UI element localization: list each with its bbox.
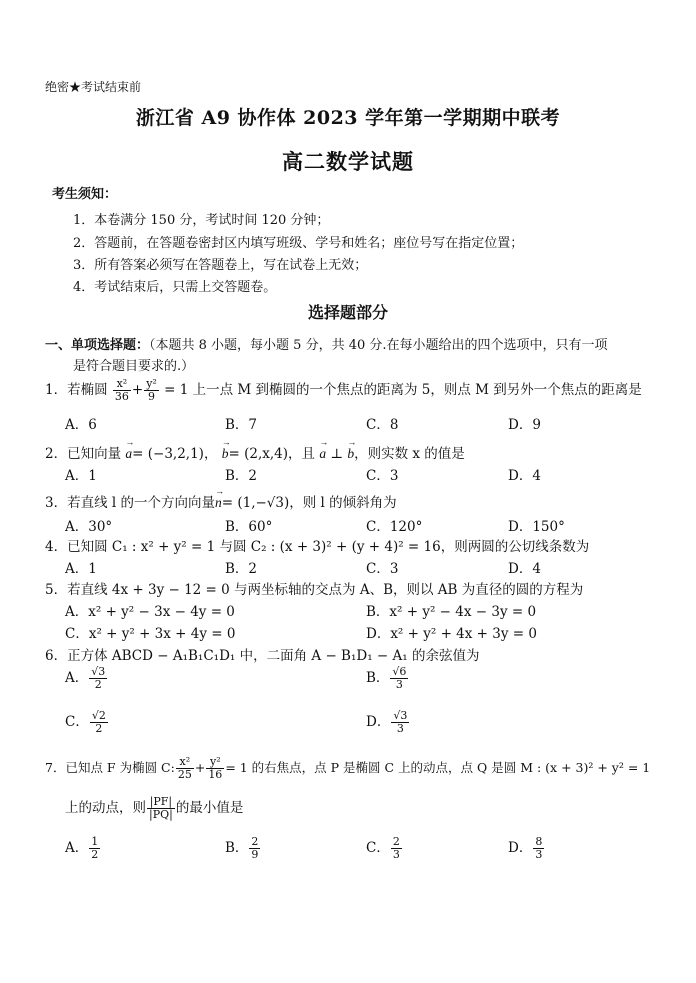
- fraction: [206, 756, 224, 781]
- vector-a: → a: [125, 446, 132, 462]
- question-text: = (2,x,4)，且: [228, 446, 316, 462]
- notice-item: 1．本卷满分 150 分，考试时间 120 分钟；: [73, 213, 330, 228]
- denominator: 2: [94, 678, 102, 691]
- vector-b: → b: [347, 446, 354, 462]
- option-c: [366, 836, 403, 861]
- question-text: 上的动点，则: [65, 800, 146, 816]
- notice-item: 2．答题前，在答题卷密封区内填写班级、学号和姓名；座位号写在指定位置；: [73, 236, 524, 251]
- option-label: A．: [65, 670, 89, 686]
- option-d: D．4: [508, 468, 541, 484]
- option-b: B．2: [225, 561, 258, 577]
- option-a: [65, 836, 101, 861]
- notice-heading: 考生须知：: [52, 187, 118, 202]
- question-7: [45, 756, 650, 781]
- option-a: A．6: [65, 417, 97, 433]
- option-d: D．150°: [508, 519, 565, 535]
- operator: ⊥: [326, 446, 348, 462]
- denominator: 3: [392, 848, 400, 861]
- exam-subtitle: 高二数学试题: [282, 149, 414, 174]
- denominator: 2: [95, 722, 103, 735]
- denominator: 9: [251, 848, 259, 861]
- fraction: [533, 836, 544, 861]
- denominator: 9: [148, 390, 156, 403]
- question-1: [45, 378, 642, 403]
- option-label: A．: [65, 840, 89, 856]
- numerator: 8: [535, 835, 543, 848]
- question-text: ，则实数 x 的值是: [354, 446, 465, 462]
- question-6: 6．正方体 ABCD − A₁B₁C₁D₁ 中，二面角 A − B₁D₁ − A₁ 的余弦值为: [45, 648, 480, 664]
- option-c: C．3: [366, 561, 399, 577]
- question-2: [45, 442, 465, 462]
- option-d: D．4: [508, 561, 541, 577]
- notice-item: 4．考试结束后，只需上交答题卷。: [73, 280, 277, 295]
- fraction: [113, 378, 131, 403]
- numerator: x²: [113, 378, 131, 391]
- fraction: [90, 710, 108, 735]
- question-4: 4．已知圆 C₁ : x² + y² = 1 与圆 C₂ : (x + 3)² + (y + 4)² = 16，则两圆的公切线条数为: [45, 539, 590, 555]
- confidential-label: 绝密★考试结束前: [45, 80, 142, 94]
- numerator: √3: [91, 665, 106, 678]
- fraction: [249, 836, 260, 861]
- part-instructions: [45, 334, 608, 353]
- vector-b: → b: [222, 446, 229, 462]
- denominator: |PQ|: [149, 808, 173, 821]
- option-a: [65, 666, 108, 691]
- question-text: = (−3,2,1)，: [132, 446, 218, 462]
- fraction: [391, 836, 402, 861]
- option-b: B．2: [225, 468, 258, 484]
- denominator: 3: [396, 722, 404, 735]
- operator: +: [194, 760, 206, 775]
- numerator: |PF|: [147, 796, 175, 809]
- option-a: A．x² + y² − 3x − 4y = 0: [65, 604, 235, 620]
- option-b: B．60°: [225, 519, 273, 535]
- numerator: 2: [251, 835, 259, 848]
- fraction: [147, 796, 175, 821]
- option-a: A．1: [65, 561, 97, 577]
- fraction: [89, 836, 100, 861]
- question-text: 1．若椭圆: [45, 382, 108, 398]
- question-text: 2．已知向量: [45, 446, 122, 462]
- option-d: D．9: [508, 417, 541, 433]
- option-c: [65, 710, 109, 735]
- denominator: 2: [91, 848, 99, 861]
- option-d: [508, 836, 545, 861]
- question-text: = (1,−√3)，则 l 的倾斜角为: [221, 495, 397, 511]
- vector-n: → n: [215, 495, 222, 511]
- option-c: C．x² + y² + 3x + 4y = 0: [65, 626, 236, 642]
- question-text: 的最小值是: [175, 800, 244, 816]
- option-d: D．x² + y² + 4x + 3y = 0: [366, 626, 537, 642]
- numerator: 1: [91, 835, 99, 848]
- part-description: （本题共 8 小题，每小题 5 分，共 40 分.在每小题给出的四个选项中，只有一项: [149, 338, 608, 353]
- numerator: √3: [393, 709, 408, 722]
- fraction: [390, 666, 408, 691]
- denominator: 3: [395, 678, 403, 691]
- question-text: = 1 上一点 M 到椭圆的一个焦点的距离为 5，则点 M 到另外一个焦点的距离是: [164, 382, 642, 398]
- denominator: 16: [208, 768, 223, 781]
- option-label: D．: [366, 714, 391, 730]
- option-c: C．8: [366, 417, 399, 433]
- option-a: A．1: [65, 468, 97, 484]
- operator: +: [131, 382, 144, 398]
- part-description-cont: 是符合题目要求的.）: [73, 359, 195, 374]
- exam-title: 浙江省 A9 协作体 2023 学年第一学期期中联考: [135, 107, 561, 129]
- question-text: 7．已知点 F 为椭圆 C:: [45, 760, 175, 775]
- notice-item: 3．所有答案必须写在答题卷上，写在试卷上无效；: [73, 258, 368, 273]
- option-c: C．3: [366, 468, 399, 484]
- option-a: A．30°: [65, 519, 113, 535]
- option-label: C．: [65, 714, 89, 730]
- numerator: x²: [176, 756, 194, 769]
- fraction: [89, 666, 107, 691]
- fraction: [176, 756, 194, 781]
- fraction: [391, 710, 409, 735]
- option-d: [366, 710, 410, 735]
- section-title: 选择题部分: [307, 303, 388, 322]
- option-b: [366, 666, 409, 691]
- option-b: [225, 836, 261, 861]
- numerator: y²: [206, 756, 224, 769]
- vector-a: → a: [319, 446, 326, 462]
- denominator: 3: [535, 848, 543, 861]
- numerator: y²: [146, 377, 157, 390]
- question-3: [45, 491, 397, 511]
- question-7-line2: [65, 796, 243, 821]
- option-label: B．: [366, 670, 390, 686]
- numerator: 2: [392, 835, 400, 848]
- denominator: 36: [114, 390, 129, 403]
- option-b: B．x² + y² − 4x − 3y = 0: [366, 604, 537, 620]
- option-label: D．: [508, 840, 533, 856]
- option-label: C．: [366, 840, 390, 856]
- numerator: √2: [91, 709, 106, 722]
- question-5: 5．若直线 4x + 3y − 12 = 0 与两坐标轴的交点为 A、B，则以 AB 为直径的圆的方程为: [45, 582, 584, 598]
- option-b: B．7: [225, 417, 258, 433]
- denominator: 25: [177, 768, 192, 781]
- option-label: B．: [225, 840, 249, 856]
- question-text: = 1 的右焦点，点 P 是椭圆 C 上的动点，点 Q 是圆 M : (x + 3)² + y² = 1: [225, 760, 651, 775]
- option-c: C．120°: [366, 519, 423, 535]
- numerator: √6: [392, 665, 407, 678]
- fraction: [144, 378, 159, 403]
- part-label: 一、单项选择题：: [45, 338, 150, 353]
- question-text: 3．若直线 l 的一个方向向量: [45, 495, 215, 511]
